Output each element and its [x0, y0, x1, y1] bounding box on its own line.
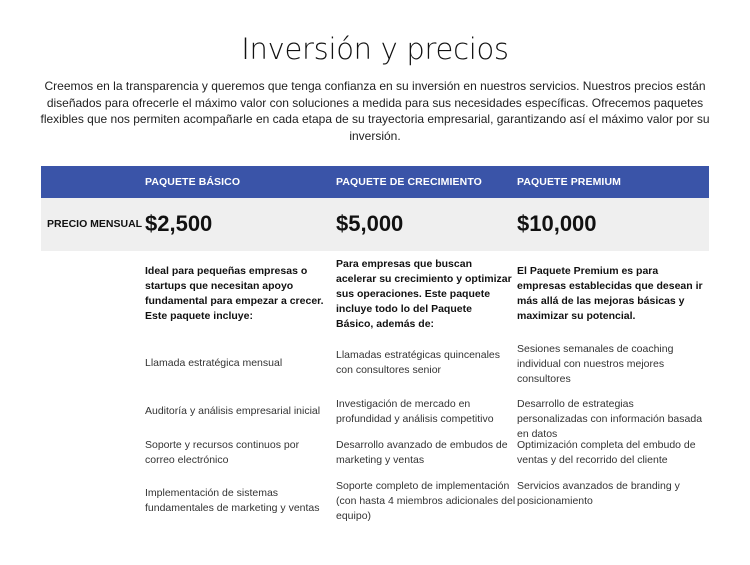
feature-premium-4: Servicios avanzados de branding y posicionamiento — [517, 480, 680, 507]
feature-basic-3: Soporte y recursos continuos por correo electrónico — [145, 439, 300, 466]
price-basic: $2,500 — [145, 211, 213, 236]
feature-basic-4: Implementación de sistemas fundamentales de marketing y ventas — [145, 487, 320, 514]
feature-premium-3: Optimización completa del embudo de ventas y del recorrido del cliente — [517, 439, 696, 466]
column-header-growth: PAQUETE DE CRECIMIENTO — [336, 176, 482, 188]
feature-basic-2: Auditoría y análisis empresarial inicial — [145, 405, 321, 417]
price-row-label: PRECIO MENSUAL — [47, 218, 143, 230]
price-row — [41, 198, 709, 251]
description-basic: Ideal para pequeñas empresas o startups que necesitan apoyo fundamental para empezar a crecer. Este paquete incluye: — [145, 265, 324, 322]
feature-premium-2: Desarrollo de estrategias personalizadas con información basada en datos — [517, 398, 703, 440]
feature-basic-1: Llamada estratégica mensual — [145, 357, 283, 369]
table-header-row — [41, 166, 709, 198]
description-premium: El Paquete Premium es para empresas establecidas que desean ir más allá de las mejoras básicas y maximizar su potencial. — [517, 265, 703, 322]
feature-growth-2: Investigación de mercado en profundidad y análisis competitivo — [336, 398, 494, 425]
feature-growth-3: Desarrollo avanzado de embudos de marketing y ventas — [336, 439, 508, 466]
page-title: Inversión y precios — [241, 32, 509, 66]
pricing-table — [41, 166, 709, 251]
price-growth: $5,000 — [336, 211, 404, 236]
description-growth: Para empresas que buscan acelerar su crecimiento y optimizar sus operaciones. Este paquete incluye todo lo del Paquete Básico, además de: — [336, 258, 512, 330]
column-header-basic: PAQUETE BÁSICO — [145, 176, 241, 188]
column-header-premium: PAQUETE PREMIUM — [517, 176, 621, 188]
intro-paragraph: Creemos en la transparencia y queremos que tenga confianza en su inversión en nuestros servicios. Nuestros precios están diseñados para ofrecerle el máximo valor con soluciones a medida para sus necesidades específicas. Ofrecemos paquetes flexibles que nos permiten acompañarle en cada etapa de su trayectoria empresarial, garantizando así el máximo valor por su inversión. — [40, 79, 710, 143]
feature-growth-4: Soporte completo de implementación (con hasta 4 miembros adicionales del equipo) — [336, 480, 516, 522]
price-premium: $10,000 — [517, 211, 597, 236]
feature-premium-1: Sesiones semanales de coaching individual con nuestros mejores consultores — [517, 343, 674, 385]
feature-growth-1: Llamadas estratégicas quincenales con consultores senior — [336, 349, 501, 376]
